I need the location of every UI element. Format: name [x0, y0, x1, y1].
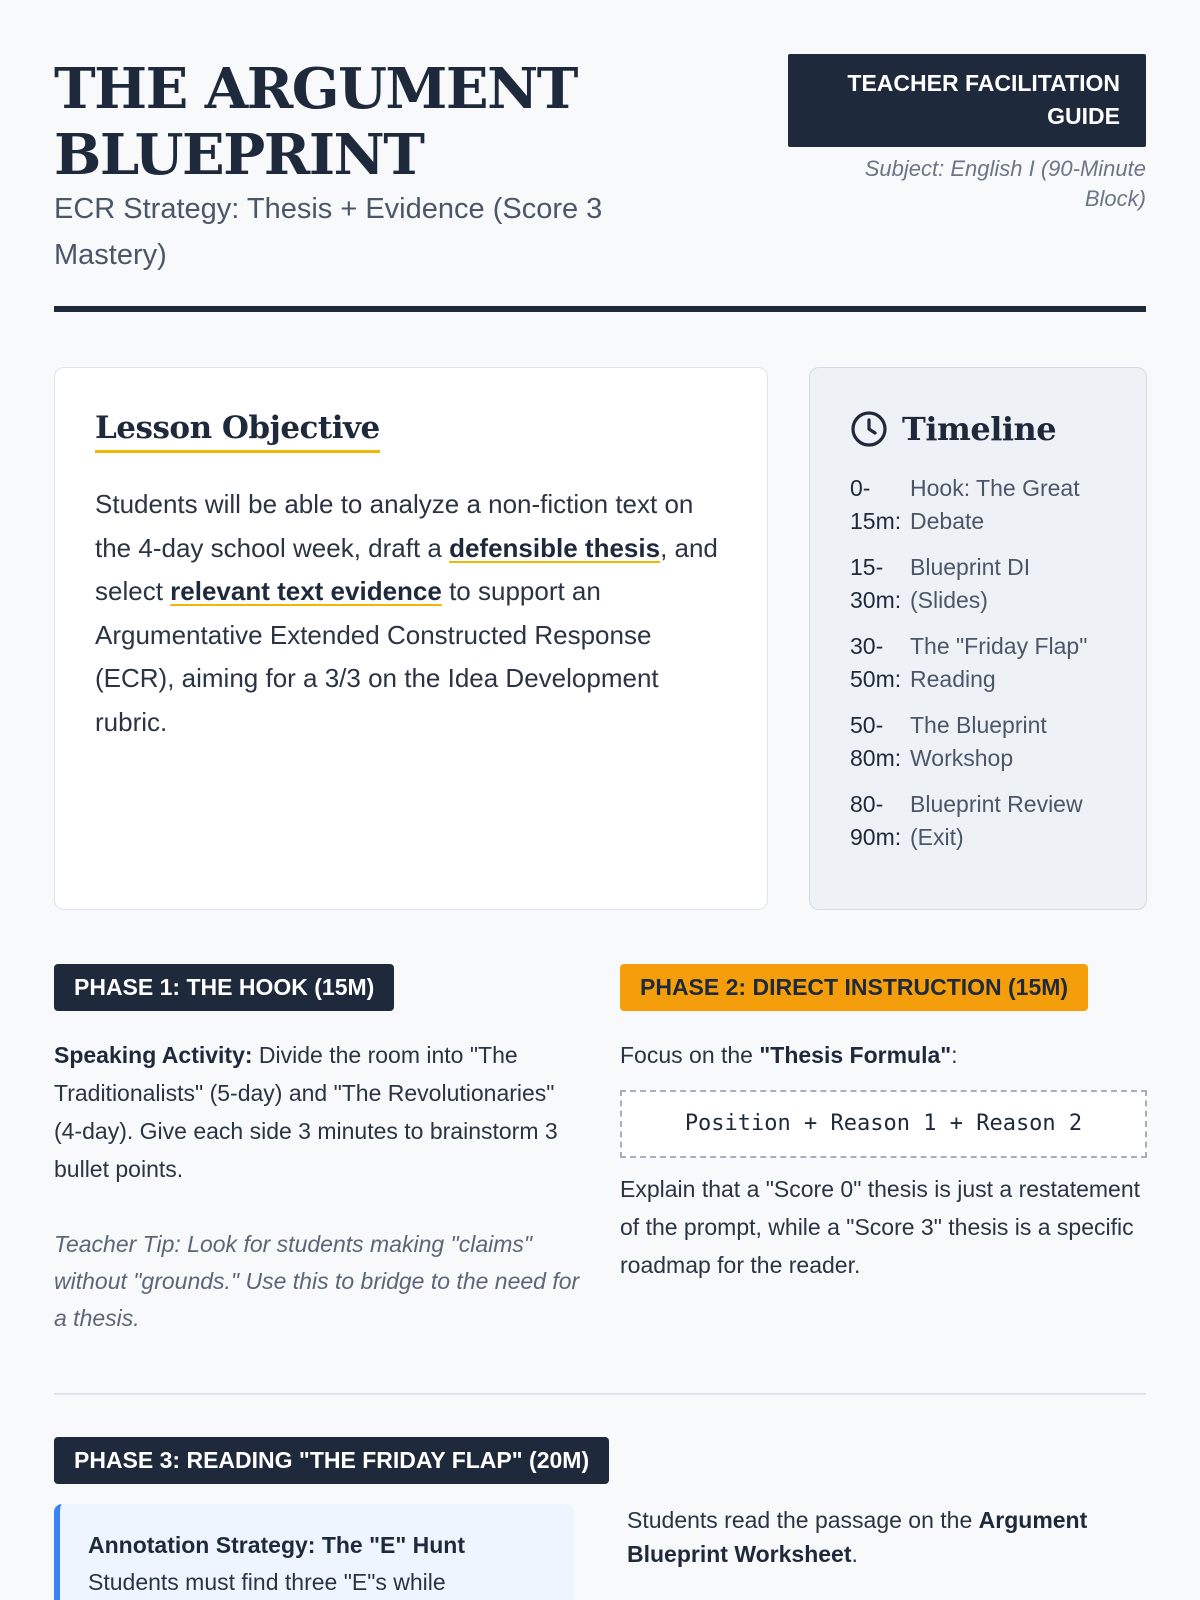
objective-text-part: , and select: [95, 532, 718, 606]
page-title: THE ARGUMENT BLUEPRINT: [54, 56, 577, 188]
objective-card: [54, 367, 768, 910]
section-divider: [54, 1393, 1146, 1395]
key-term-thesis: defensible thesis: [449, 532, 661, 563]
timeline-time: 0-15m:: [850, 475, 902, 534]
phase-2-explain: Explain that a "Score 0" thesis is just a restatement of the prompt, while a "Score 3" thesis is a specific roadmap for the reader.: [620, 1176, 1141, 1278]
timeline-time: 50-80m:: [850, 712, 902, 771]
phase-3-label: PHASE 3: READING "THE FRIDAY FLAP" (20M): [54, 1437, 609, 1484]
phase-3-reading-text: [627, 1503, 1147, 1571]
page-subtitle: ECR Strategy: Thesis + Evidence (Score 3 Mastery): [54, 193, 603, 271]
objective-text-part: to support an Argumentative Extended Constructed Response (ECR), aiming for a 3/3 on the Idea Development rubric.: [95, 576, 659, 737]
timeline-label: Hook: The Great Debate: [910, 475, 1080, 534]
objective-text: [95, 483, 727, 744]
annotation-strategy-box: [54, 1504, 574, 1600]
timeline-item: [850, 788, 1106, 854]
timeline-title: Timeline: [902, 410, 1057, 448]
focus-bold: "Thesis Formula": [759, 1042, 952, 1068]
timeline-time: 80-90m:: [850, 791, 902, 850]
timeline-label: Blueprint DI (Slides): [910, 554, 1031, 613]
reading-text: .: [851, 1541, 858, 1567]
phase-2-focus: [620, 1036, 1147, 1074]
timeline-list: [850, 472, 1106, 854]
worksheet-name: Argument Blueprint Worksheet: [627, 1507, 1088, 1567]
timeline-item: [850, 551, 1106, 617]
annotation-text: Students must find three "E"s while: [88, 1569, 446, 1595]
timeline-label: The "Friday Flap" Reading: [910, 633, 1088, 692]
phase-1-body: Divide the room into "The Traditionalists" (5-day) and "The Revolutionaries" (4-day). Give each side 3 minutes to brainstorm 3 bullet points.: [54, 1042, 558, 1182]
phase-1-label: PHASE 1: THE HOOK (15M): [54, 964, 394, 1011]
header-rule: [54, 306, 1146, 312]
timeline-item: [850, 709, 1106, 775]
teacher-tip: Teacher Tip: Look for students making "claims" without "grounds." Use this to bridge to the need for a thesis.: [54, 1231, 580, 1331]
focus-text: :: [951, 1042, 958, 1068]
phase-2-label: PHASE 2: DIRECT INSTRUCTION (15M): [620, 964, 1088, 1011]
focus-text: Focus on the: [620, 1042, 760, 1068]
timeline-card: [809, 367, 1147, 910]
timeline-label: Blueprint Review (Exit): [910, 791, 1083, 850]
timeline-item: [850, 472, 1106, 538]
reading-text: Students read the passage on the: [627, 1507, 979, 1533]
annotation-title: Annotation Strategy: The "E" Hunt: [88, 1532, 466, 1558]
timeline-label: The Blueprint Workshop: [910, 712, 1047, 771]
subject-line: Subject: English I (90-Minute Block): [864, 156, 1146, 211]
timeline-time: 15-30m:: [850, 554, 902, 613]
timeline-time: 30-50m:: [850, 633, 902, 692]
guide-badge: TEACHER FACILITATION GUIDE: [788, 54, 1146, 147]
phase-1-text: [54, 1036, 574, 1188]
thesis-formula: Position + Reason 1 + Reason 2: [620, 1090, 1147, 1158]
timeline-header: [850, 410, 1106, 448]
clock-icon: [850, 410, 888, 448]
timeline-item: [850, 630, 1106, 696]
phase-1-lead: Speaking Activity:: [54, 1042, 253, 1068]
objective-text-part: Students will be able to analyze a non-fiction text on the 4-day school week, draft a: [95, 489, 694, 563]
key-term-evidence: relevant text evidence: [170, 576, 442, 606]
objective-title: Lesson Objective: [95, 408, 380, 453]
page-header: [54, 0, 1146, 314]
